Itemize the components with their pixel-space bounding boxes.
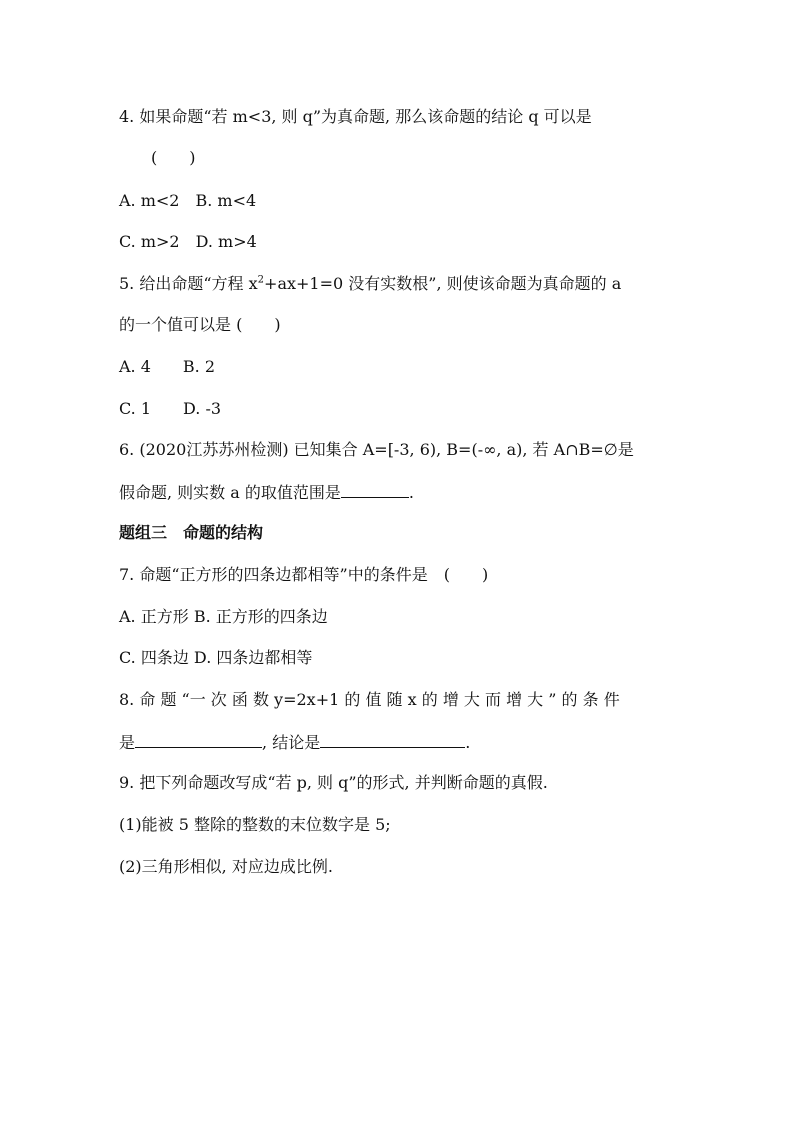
q8-period: . [465,733,471,752]
q4-options-cd: C. m>2 D. m>4 [119,232,257,251]
q6-stem-line2-pre: 假命题, 则实数 a 的取值范围是 [119,483,341,502]
q6-stem: 6. (2020江苏苏州检测) 已知集合 A=[-3, 6), B=(-∞, a), 若 A∩B=∅是 [119,440,634,459]
q5-stem [119,273,621,295]
q7-stem: 7. 命题“正方形的四条边都相等”中的条件是 ( ) [119,565,489,584]
q8-conclusion-blank[interactable] [320,731,465,748]
q5-options-ab: A. 4 B. 2 [119,357,216,376]
q4-options-ab: A. m<2 B. m<4 [119,191,257,210]
q4-stem: 4. 如果命题“若 m<3, 则 q”为真命题, 那么该命题的结论 q 可以是 [119,107,592,126]
q5-options-cd: C. 1 D. -3 [119,399,222,418]
q8-conclusion-label: , 结论是 [262,733,321,752]
q8-stem-line2 [119,731,470,754]
q7-options-cd: C. 四条边 D. 四条边都相等 [119,648,313,667]
q8-stem-line2-pre: 是 [119,733,136,752]
q6-stem-line2 [119,481,414,504]
q6-answer-blank[interactable] [341,481,409,498]
q5-stem-line2: 的一个值可以是 ( ) [119,315,281,334]
q5-exponent: 2 [257,274,265,286]
q5-stem-post: +ax+1=0 没有实数根”, 则使该命题为真命题的 a [264,274,622,293]
q8-stem: 8. 命 题 “一 次 函 数 y=2x+1 的 值 随 x 的 增 大 而 增 大 ” 的 条 件 [119,690,620,709]
q6-period: . [408,483,414,502]
q7-options-ab: A. 正方形 B. 正方形的四条边 [119,607,328,626]
q9-stem: 9. 把下列命题改写成“若 p, 则 q”的形式, 并判断命题的真假. [119,773,548,792]
q8-condition-blank[interactable] [135,731,262,748]
q9-sub1: (1)能被 5 整除的整数的末位数字是 5; [119,815,391,834]
q9-sub2: (2)三角形相似, 对应边成比例. [119,857,333,876]
q5-stem-pre: 5. 给出命题“方程 x [119,274,258,293]
section-heading: 题组三 命题的结构 [119,523,264,542]
q4-answer-paren: ( ) [151,148,196,167]
